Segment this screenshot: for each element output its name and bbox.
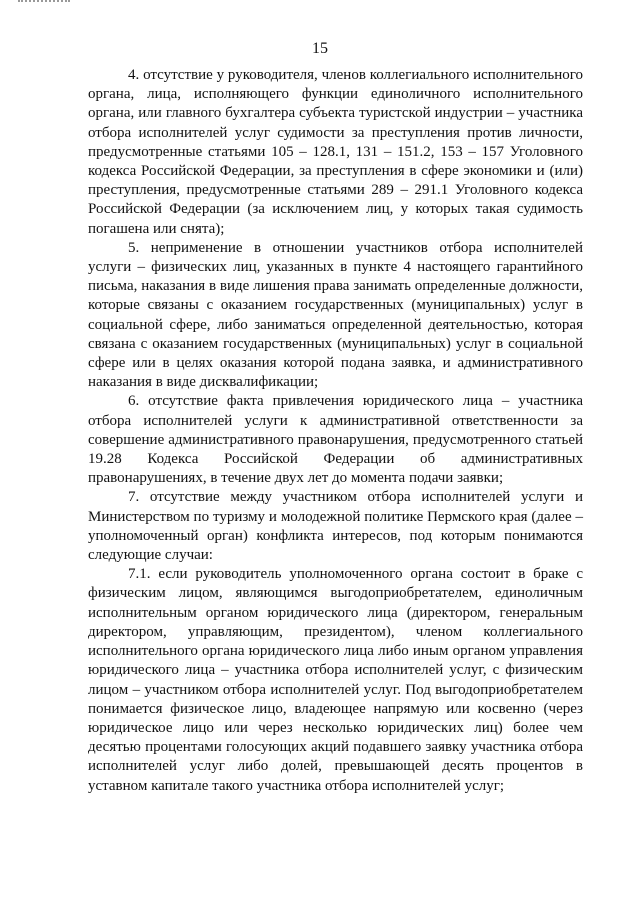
paragraph-item-7-1: 7.1. если руководитель уполномоченного органа состоит в браке с физическим лицом, являющимся выгодоприобретателем, единоличным исполнительным органом юридического лица (директором, генеральным директором, управляющим, президентом), членом коллегиального исполнительного органа юридического лица либо иным органом управления юридического лица – участника отбора исполнителей услуг, с физическим лицом – участником отбора исполнителей услуг. Под выгодоприобретателем понимается физическое лицо, владеющее напрямую или косвенно (через юридическое лицо или через несколько юридических лиц) более чем десятью процентами голосующих акций подавшего заявку участника отбора исполнителей услуг либо долей, превышающей десять процентов в уставном капитале такого участника отбора исполнителей услуг; xyxy=(88,566,583,794)
document-body xyxy=(88,66,583,796)
paragraph-item-5: 5. неприменение в отношении участников отбора исполнителей услуги – физических лиц, указанных в пункте 4 настоящего гарантийного письма, наказания в виде лишения права занимать определенные должности, которые связаны с оказанием государственных (муниципальных) услуг в социальной сфере, либо заниматься определенной деятельностью, которая связана с оказанием государственных (муниципальных) услуг в социальной сфере или в целях оказания которой подана заявка, и административного наказания в виде дисквалификации; xyxy=(88,239,583,391)
page-number: 15 xyxy=(312,40,328,57)
paragraph-item-6: 6. отсутствие факта привлечения юридического лица – участника отбора исполнителей услуги к административной ответственности за совершение административного правонарушения, предусмотренного статьей 19.28 Кодекса Российской Федерации об административных правонарушениях, в течение двух лет до момента подачи заявки; xyxy=(88,393,583,487)
paragraph-item-4: 4. отсутствие у руководителя, членов коллегиального исполнительного органа, лица, исполняющего функции единоличного исполнительного органа, или главного бухгалтера субъекта туристской индустрии – участника отбора исполнителей услуг судимости за преступления против личности, предусмотренные статьями 105 – 128.1, 131 – 151.2, 153 – 157 Уголовного кодекса Российской Федерации, за преступления в сфере экономики и (или) преступления, предусмотренные статьями 289 – 291.1 Уголовного кодекса Российской Федерации (за исключением лиц, у которых такая судимость погашена или снята); xyxy=(88,67,583,237)
paragraph-item-7: 7. отсутствие между участником отбора исполнителей услуги и Министерством по туризму и молодежной политике Пермского края (далее – уполномоченный орган) конфликта интересов, под которым понимаются следующие случаи: xyxy=(88,489,583,564)
scan-edge-mark xyxy=(18,0,70,4)
